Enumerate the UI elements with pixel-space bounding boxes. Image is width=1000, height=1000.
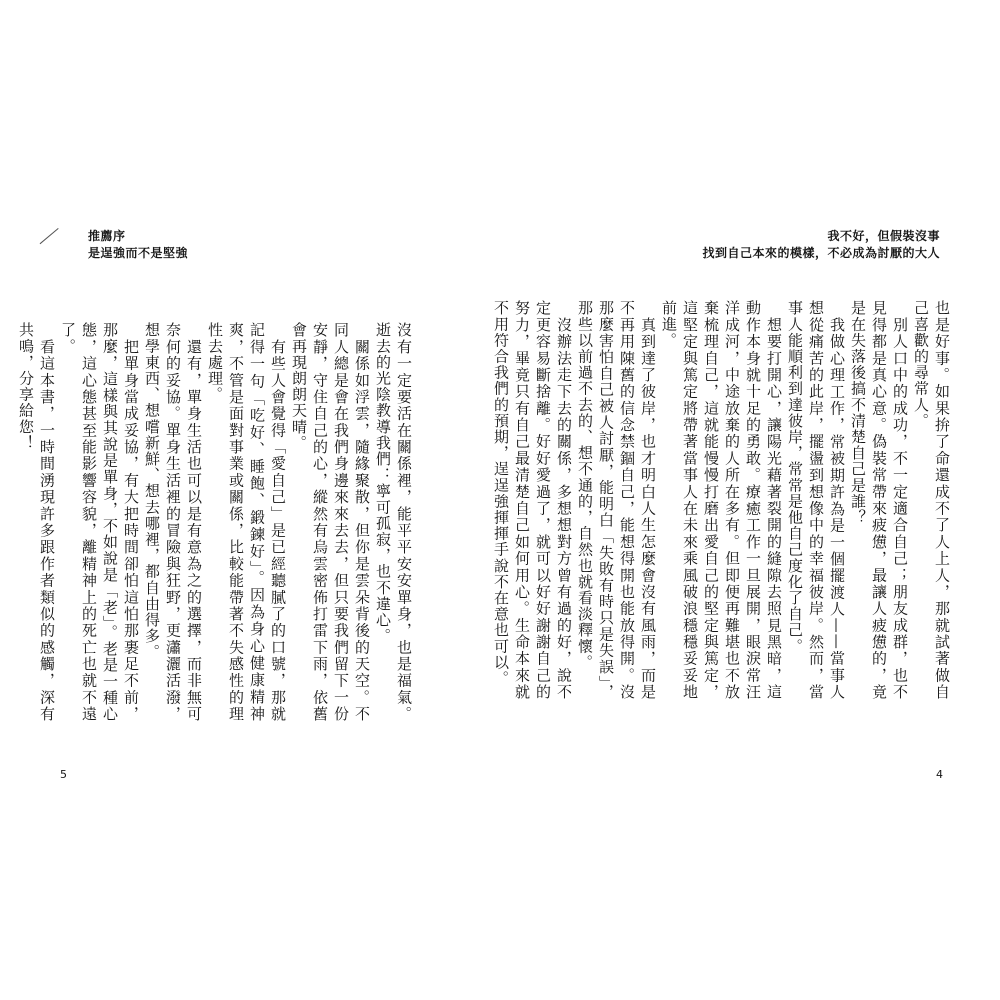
right-page [492,0,1000,1000]
page-number-right: 4 [936,768,943,781]
right-body-text: 也是好事。如果拚了命還成不了人上人，那就試著做自己喜歡的尋常人。 別人口中的成功，不一定適合自己；朋友成群，也不見得都是真心意。偽裝常帶來疲憊，最讓人疲憊的，竟是在失落後搞不清楚自己是誰？ 我做心理工作，常被期許為是一個擺渡人——當事人想從痛苦的此岸，擺盪到想像中的幸福彼岸。然而，當事人能順利到達彼岸，常常是他自己度化了自己。 想要打開心，讓陽光藉著裂開的縫隙去照見黑暗，這動作本身就十足的勇敢。療癒工作一旦展開，眼淚常汪洋成河，中途放棄的人所在多有。但即便再難堪也不放棄梳理自己，這就能慢慢打磨出愛自己的堅定與篤定，這堅定與篤定將帶著當事人在未來乘風破浪穩穩妥妥地前進。 真到達了彼岸，也才明白人生怎麼會沒有風雨，而是不再用陳舊的信念禁錮自己，能想得開也能放得開。沒那麼害怕自己被人討厭，能明白「失敗有時只是失誤」，那些以前過不去的、想不通的，自然也就看淡釋懷。 沒辦法走下去的關係，多想想對方曾有過的好，說不定更容易斷捨離。好好愛過了，就可以好好謝謝自己的努力，畢竟只有自己最清楚自己如何用心。生命本來就不用符合我們的預期，逞逞強揮揮手說不在意也可以。 [492,300,951,700]
left-running-header [88,228,188,262]
section-label: 推薦序 [88,229,126,243]
right-running-header [702,228,940,262]
left-body-text: 沒有一定要活在關係裡，能平平安安單身，也是福氣。逝去的光陰教導我們：寧可孤寂，也不違心。 關係如浮雲，隨緣聚散，但你是雲朵背後的天空。不同人總是會在我們身邊來來去去，但只要我們留下一份安靜，守住自己的心，縱然有烏雲密佈打雷下雨，依舊會再現朗朗天晴。 有些人會覺得「愛自己」是已經聽膩了的口號，那就記得一句「吃好、睡飽、鍛鍊好」。因為身心健康精神爽，不管是面對事業或關係，比較能帶著不失感性的理性去處理。 還有，單身生活也可以是有意為之的選擇，而非無可奈何的妥協。單身生活裡的冒險與狂野，更瀟灑活潑，想學東西、想嚐新鮮、想去哪裡，都自由得多。 把單身當成妥協，有大把時間卻怕這怕那裹足不前，那麼，這樣與其說是單身，不如說是「老」。老是一種心態，這心態甚至能影響容貌，離精神上的死亡也就不遠了。 看這本書，一時間湧現許多跟作者類似的感觸，深有共鳴，分享給您！ [17,322,413,722]
header-divider-mark [40,228,59,244]
book-subtitle: 找到自己本來的模樣，不必成為討厭的大人 [702,246,940,260]
page-number-left: 5 [60,768,67,781]
section-title: 是逞強而不是堅強 [88,246,189,260]
book-title: 我不好，但假裝沒事 [827,229,940,243]
